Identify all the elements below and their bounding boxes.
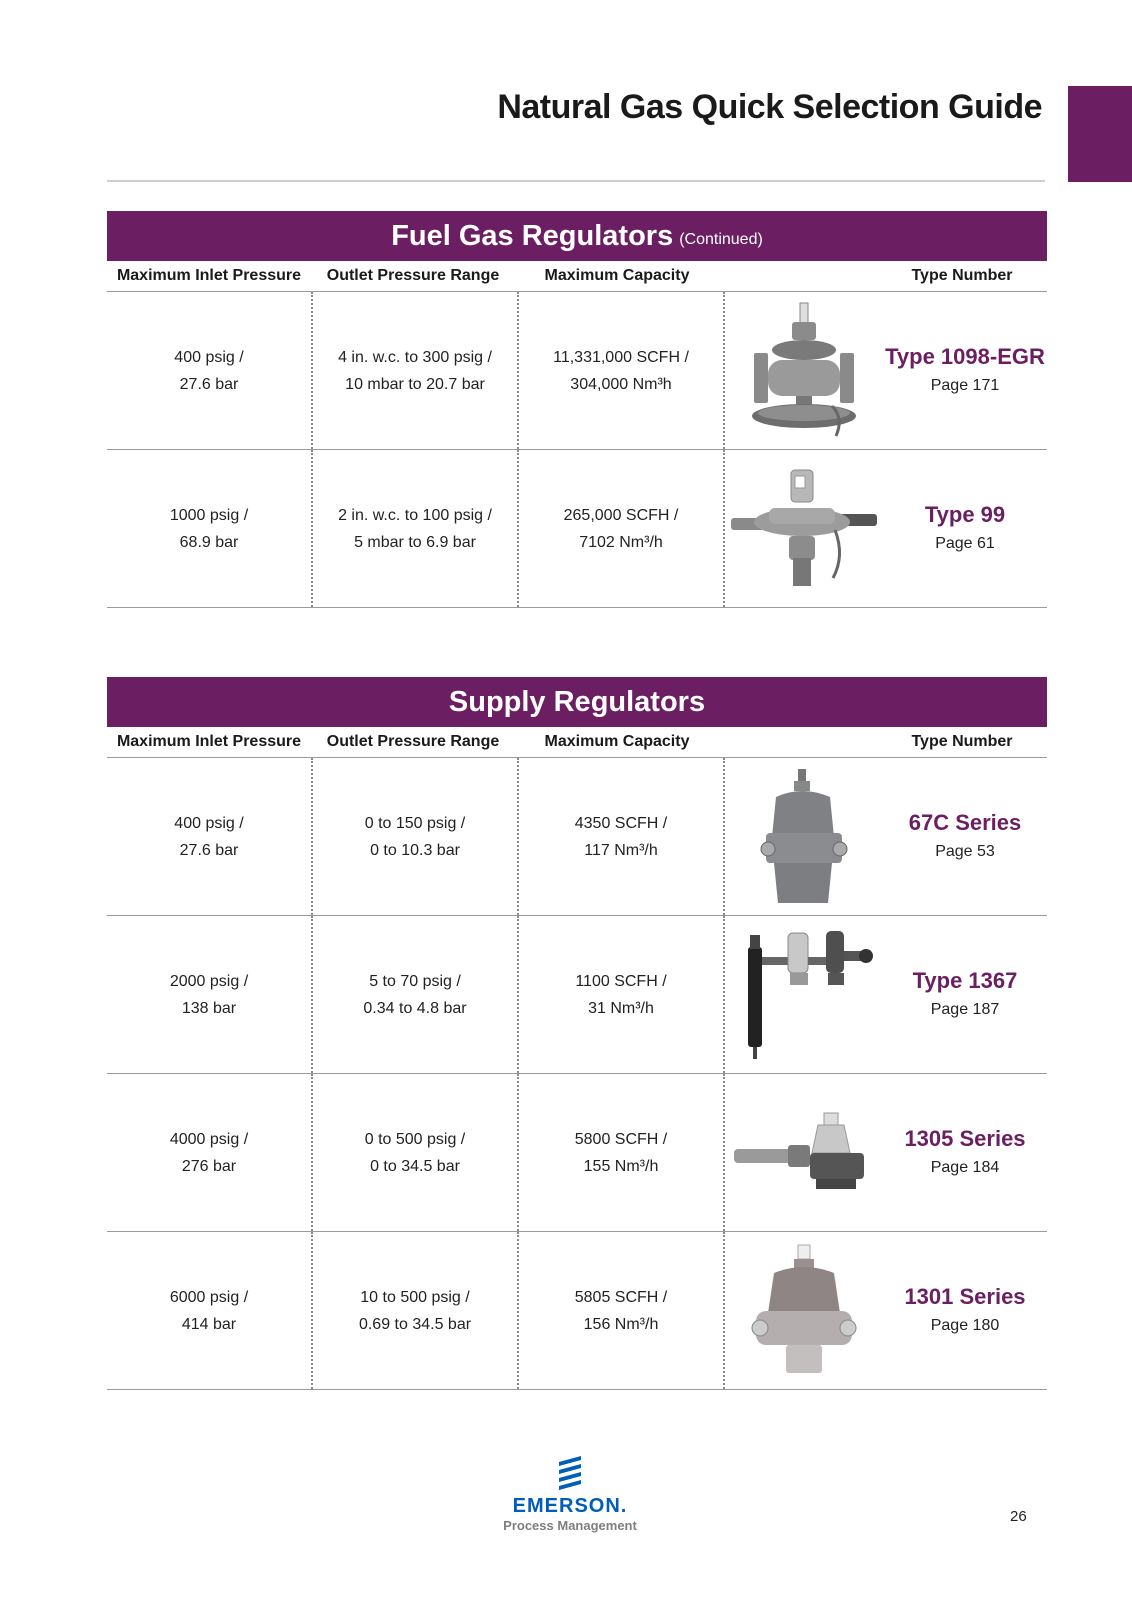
type-cell xyxy=(883,450,1047,607)
col-outlet-range: Outlet Pressure Range xyxy=(326,267,500,284)
type-number-link[interactable]: Type 1098-EGR xyxy=(885,343,1045,369)
inlet-cell: 1000 psig / 68.9 bar xyxy=(107,450,313,607)
page-reference: Page 171 xyxy=(930,376,1000,394)
page-reference: Page 61 xyxy=(935,534,995,552)
capacity-cell: 265,000 SCFH / 7102 Nm³/h xyxy=(519,450,725,607)
logo-wordmark: EMERSON. xyxy=(512,1495,628,1517)
emerson-symbol-icon xyxy=(555,1452,585,1490)
regulator-1367-icon xyxy=(725,916,883,1073)
outlet-cell: 4 in. w.c. to 300 psig / 10 mbar to 20.7 bar xyxy=(313,292,519,449)
section-title: Fuel Gas Regulators xyxy=(391,219,674,252)
inlet-cell: 4000 psig / 276 bar xyxy=(107,1074,313,1231)
page-reference: Page 180 xyxy=(930,1316,1000,1334)
type-number-link[interactable]: Type 1367 xyxy=(912,967,1018,993)
table-row xyxy=(107,916,1047,1074)
type-cell xyxy=(883,292,1047,449)
type-number-link[interactable]: 1301 Series xyxy=(904,1283,1026,1309)
regulator-1098-egr-icon xyxy=(725,292,883,449)
outlet-cell: 5 to 70 psig / 0.34 to 4.8 bar xyxy=(313,916,519,1073)
inlet-cell: 400 psig / 27.6 bar xyxy=(107,292,313,449)
inlet-cell: 6000 psig / 414 bar xyxy=(107,1232,313,1389)
type-cell xyxy=(883,916,1047,1073)
col-type-number: Type Number xyxy=(911,733,1013,750)
outlet-cell: 2 in. w.c. to 100 psig / 5 mbar to 6.9 bar xyxy=(313,450,519,607)
regulator-1301-icon xyxy=(725,1232,883,1389)
section-tab xyxy=(1068,86,1132,182)
col-max-inlet: Maximum Inlet Pressure xyxy=(116,733,302,750)
fuel-gas-banner xyxy=(107,211,1047,261)
page-reference: Page 187 xyxy=(930,1000,1000,1018)
page-reference: Page 53 xyxy=(935,842,995,860)
table-row xyxy=(107,758,1047,916)
table-row xyxy=(107,1232,1047,1390)
regulator-1305-icon xyxy=(725,1074,883,1231)
page-number: 26 xyxy=(1010,1508,1027,1525)
table-row xyxy=(107,450,1047,608)
emerson-logo xyxy=(500,1452,640,1533)
capacity-cell: 5805 SCFH / 156 Nm³/h xyxy=(519,1232,725,1389)
column-header-row xyxy=(107,727,1047,758)
type-cell xyxy=(883,1232,1047,1389)
regulator-99-icon xyxy=(725,450,883,607)
regulator-67c-icon xyxy=(725,758,883,915)
inlet-cell: 2000 psig / 138 bar xyxy=(107,916,313,1073)
fuel-gas-section xyxy=(107,211,1047,608)
col-outlet-range: Outlet Pressure Range xyxy=(326,733,500,750)
capacity-cell: 5800 SCFH / 155 Nm³/h xyxy=(519,1074,725,1231)
section-title: Supply Regulators xyxy=(448,685,706,718)
col-max-inlet: Maximum Inlet Pressure xyxy=(116,267,302,284)
column-header-row xyxy=(107,261,1047,292)
logo-subtitle: Process Management xyxy=(503,1518,637,1533)
page-reference: Page 184 xyxy=(930,1158,1000,1176)
col-type-number: Type Number xyxy=(911,267,1013,284)
table-row xyxy=(107,292,1047,450)
capacity-cell: 11,331,000 SCFH / 304,000 Nm³h xyxy=(519,292,725,449)
title-divider xyxy=(107,180,1045,182)
page-title: Natural Gas Quick Selection Guide xyxy=(497,88,1042,126)
outlet-cell: 0 to 500 psig / 0 to 34.5 bar xyxy=(313,1074,519,1231)
section-subtitle: (Continued) xyxy=(679,231,763,248)
outlet-cell: 0 to 150 psig / 0 to 10.3 bar xyxy=(313,758,519,915)
supply-banner xyxy=(107,677,1047,727)
outlet-cell: 10 to 500 psig / 0.69 to 34.5 bar xyxy=(313,1232,519,1389)
inlet-cell: 400 psig / 27.6 bar xyxy=(107,758,313,915)
capacity-cell: 1100 SCFH / 31 Nm³/h xyxy=(519,916,725,1073)
type-number-link[interactable]: Type 99 xyxy=(924,501,1006,527)
type-cell xyxy=(883,1074,1047,1231)
type-number-link[interactable]: 67C Series xyxy=(908,809,1022,835)
col-max-capacity: Maximum Capacity xyxy=(544,733,690,750)
col-max-capacity: Maximum Capacity xyxy=(544,267,690,284)
supply-section xyxy=(107,677,1047,1390)
type-cell xyxy=(883,758,1047,915)
table-row xyxy=(107,1074,1047,1232)
type-number-link[interactable]: 1305 Series xyxy=(904,1125,1026,1151)
capacity-cell: 4350 SCFH / 117 Nm³/h xyxy=(519,758,725,915)
